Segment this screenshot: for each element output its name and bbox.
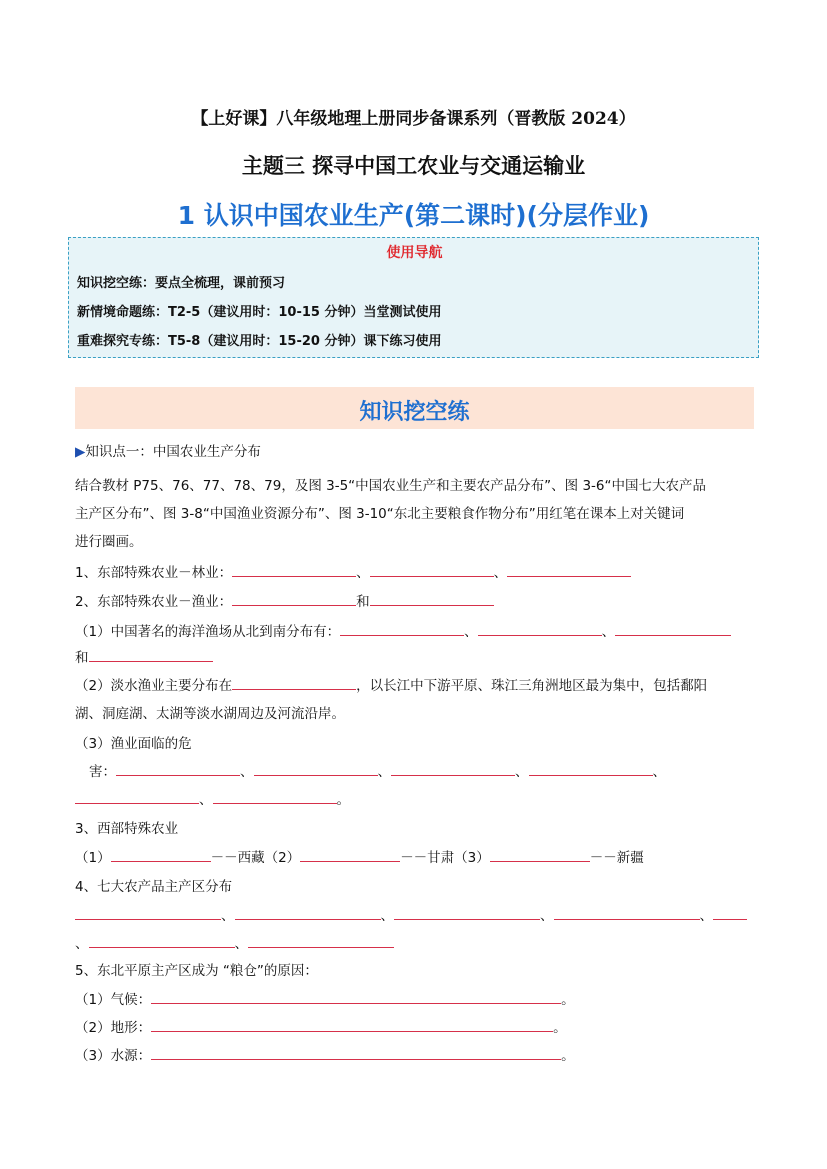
question-3-label: 3、西部特殊农业	[75, 821, 179, 837]
question-4-blanks-cont	[75, 932, 394, 952]
blank-field[interactable]	[213, 789, 337, 804]
separator: 、	[540, 908, 554, 924]
separator: 、	[493, 565, 508, 581]
question-2-1	[75, 620, 731, 640]
blank-field[interactable]	[615, 621, 731, 636]
blank-field[interactable]	[151, 989, 561, 1004]
question-2-3-cont	[75, 788, 350, 808]
guide-line-2: 新情境命题练：T2-5（建议用时：10-15 分钟）当堂测试使用	[77, 305, 442, 320]
blank-field[interactable]	[340, 621, 464, 636]
and-word: 和	[356, 594, 370, 610]
knowledge-point-title: 知识点一：中国农业生产分布	[85, 444, 261, 460]
blank-field[interactable]	[394, 905, 540, 920]
question-5-climate	[75, 988, 575, 1008]
period: 。	[336, 792, 350, 808]
question-2-2-rest: ，以长江中下游平原、珠江三角洲地区最为集中，包括鄱阳	[356, 678, 708, 694]
guide-title: 使用导航	[386, 245, 443, 261]
series-title: 【上好课】八年级地理上册同步备课系列（晋教版 2024）	[191, 109, 636, 129]
blank-field[interactable]	[232, 562, 356, 577]
blank-field[interactable]	[554, 905, 700, 920]
period: 。	[561, 1048, 575, 1064]
question-4-blanks	[75, 904, 747, 924]
blank-field[interactable]	[713, 905, 747, 920]
blank-field[interactable]	[89, 647, 213, 662]
question-2-3-label2: 害：	[89, 764, 116, 780]
theme-title: 主题三 探寻中国工农业与交通运输业	[241, 154, 586, 178]
separator: 、	[515, 764, 529, 780]
blank-field[interactable]	[75, 905, 221, 920]
blank-field[interactable]	[151, 1017, 553, 1032]
and-word: 和	[75, 650, 89, 666]
separator: 、	[380, 908, 394, 924]
question-3-region-2: －－甘肃（3）	[400, 850, 490, 866]
question-1-label: 1、东部特殊农业－林业：	[75, 565, 233, 581]
blank-field[interactable]	[75, 789, 199, 804]
blank-field[interactable]	[529, 761, 653, 776]
section-title: 知识挖空练	[359, 400, 470, 425]
question-5-water	[75, 1044, 575, 1064]
question-2-2-line2: 湖、洞庭湖、太湖等淡水湖周边及河流沿岸。	[75, 706, 345, 722]
question-2-1-label: （1）中国著名的海洋渔场从北到南分布有：	[75, 624, 341, 640]
climate-label: （1）气候：	[75, 992, 152, 1008]
knowledge-point-heading	[75, 440, 261, 460]
separator: 、	[240, 764, 254, 780]
blank-field[interactable]	[478, 621, 602, 636]
lesson-title: 1 认识中国农业生产(第二课时)(分层作业)	[177, 201, 650, 230]
question-5-label: 5、东北平原主产区成为 “粮仓”的原因：	[75, 963, 318, 979]
blank-field[interactable]	[254, 761, 378, 776]
blank-field[interactable]	[232, 675, 356, 690]
blank-field[interactable]	[370, 562, 494, 577]
blank-field[interactable]	[490, 847, 590, 862]
section-banner	[75, 387, 754, 429]
question-2	[75, 590, 494, 610]
separator: 、	[377, 764, 391, 780]
separator: 、	[356, 565, 370, 581]
question-3-region-1: －－西藏（2）	[210, 850, 301, 866]
separator: 、	[221, 908, 235, 924]
intro-line-1: 结合教材 P75、76、77、78、79，及图 3-5“中国农业生产和主要农产品分布”、图 3-6“中国七大农产品	[75, 478, 706, 494]
blank-field[interactable]	[89, 933, 235, 948]
blank-field[interactable]	[300, 847, 400, 862]
question-3-region-3: －－新疆	[589, 850, 644, 866]
blank-field[interactable]	[111, 847, 211, 862]
separator: 、	[75, 936, 89, 952]
triangle-marker-icon: ▶	[75, 444, 86, 460]
blank-field[interactable]	[232, 591, 356, 606]
guide-line-3: 重难探究专练：T5-8（建议用时：15-20 分钟）课下练习使用	[77, 334, 442, 349]
question-3-items	[75, 846, 644, 866]
blank-field[interactable]	[235, 905, 381, 920]
separator: 、	[234, 936, 248, 952]
separator: 、	[601, 624, 616, 640]
period: 。	[561, 992, 575, 1008]
question-2-3-label: （3）渔业面临的危	[75, 736, 192, 752]
question-2-2	[75, 674, 707, 694]
separator: 、	[464, 624, 478, 640]
blank-field[interactable]	[248, 933, 394, 948]
question-1	[75, 561, 631, 581]
guide-line-1: 知识挖空练：要点全梳理，课前预习	[77, 276, 286, 291]
period: 。	[553, 1020, 567, 1036]
terrain-label: （2）地形：	[75, 1020, 152, 1036]
blank-field[interactable]	[116, 761, 240, 776]
blank-field[interactable]	[151, 1045, 561, 1060]
separator: 、	[699, 908, 713, 924]
question-5-terrain	[75, 1016, 567, 1036]
water-label: （3）水源：	[75, 1048, 152, 1064]
usage-guide-box	[68, 237, 759, 358]
blank-field[interactable]	[391, 761, 515, 776]
question-4-label: 4、七大农产品主产区分布	[75, 879, 233, 895]
blank-field[interactable]	[507, 562, 631, 577]
question-2-1-cont	[75, 646, 213, 666]
intro-line-3: 进行圈画。	[75, 534, 143, 550]
question-2-3	[89, 760, 666, 780]
question-2-2-label: （2）淡水渔业主要分布在	[75, 678, 233, 694]
question-2-label: 2、东部特殊农业－渔业：	[75, 594, 233, 610]
question-3-prefix: （1）	[75, 850, 111, 866]
blank-field[interactable]	[370, 591, 494, 606]
intro-line-2: 主产区分布”、图 3-8“中国渔业资源分布”、图 3-10“东北主要粮食作物分布”用红笔在课本上对关键词	[75, 506, 685, 522]
separator: 、	[199, 792, 213, 808]
separator: 、	[652, 764, 666, 780]
